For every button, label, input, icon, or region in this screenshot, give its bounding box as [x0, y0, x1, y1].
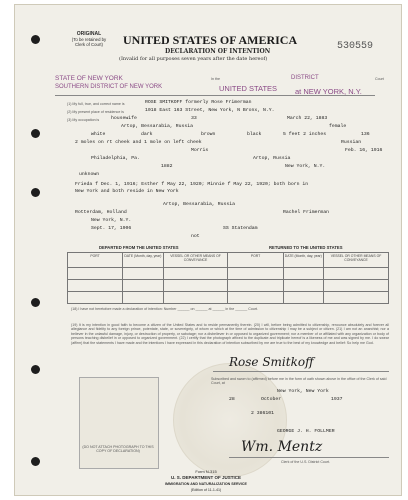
spouse-birth-value: 1882 [161, 164, 173, 169]
marks-value: 2 moles on rt cheek and 1 mole on left cheek [75, 140, 202, 145]
eyes-value: brown [201, 132, 216, 137]
service-name: IMMIGRATION AND NATURALIZATION SERVICE [165, 482, 247, 486]
arrival-date-value: Sept. 17, 1906 [91, 226, 132, 231]
arrival-port-value: New York, N.Y. [91, 218, 132, 223]
col-date: DATE (Month, day, year) [123, 253, 163, 268]
children-line-2: New York and both reside in New York [75, 189, 179, 194]
vessel-value: SS Statendam [223, 226, 258, 231]
occupation-value: housewife [111, 116, 137, 121]
returned-title: RETURNED TO THE UNITED STATES [269, 245, 343, 250]
married-place-value: Philadelphia, Pa. [91, 156, 140, 161]
invalid-note: (Invalid for all purposes seven years after the date hereof) [119, 56, 268, 62]
original-label: ORIGINAL [76, 31, 102, 37]
edition-note: (Edition of 11-1-41) [190, 488, 222, 492]
age-value: 33 [191, 116, 197, 121]
paragraph-18: (18) I have not heretofore made a declaration of intention: Number ______ on ______ at ______ in the ______ Court. [71, 307, 259, 311]
retained-by-label: (To be retained by [71, 37, 107, 42]
court-stamp: UNITED STATES [219, 84, 278, 93]
departed-title: DEPARTED FROM THE UNITED STATES [99, 245, 179, 250]
emigrated-name-value: Rachel Frimerman [283, 210, 330, 215]
clerk-signature-line [229, 457, 389, 458]
subscribed-day: 28 [229, 397, 235, 402]
complexion-value: dark [141, 132, 153, 137]
hair-value: black [247, 132, 262, 137]
subscribed-text: Subscribed and sworn to (affirmed) before me in the form of oath shown above in the office of the Clerk of said Court, at [211, 377, 387, 385]
travel-table [67, 252, 389, 304]
birth-date-value: March 22, 1883 [287, 116, 328, 121]
clerk-signature: Wm. Mentz [241, 439, 323, 455]
col-date: DATE (Month, day, year) [283, 253, 323, 268]
col-vessel: VESSEL OR OTHER MEANS OF CONVEYANCE [163, 253, 228, 268]
declaration-document [14, 4, 402, 496]
declarant-signature: Rose Smitkoff [229, 355, 314, 369]
residence-value: 1018 East 163 Street, New York, N Bronx, N.Y. [145, 108, 275, 113]
col-vessel: VESSEL OR OTHER MEANS OF CONVEYANCE [324, 253, 389, 268]
district-stamp: SOUTHERN DISTRICT OF NEW YORK [55, 84, 163, 90]
binder-hole [31, 298, 40, 307]
photo-caption: (DO NOT ATTACH PHOTOGRAPH TO THIS COPY OF DECLARATION) [82, 445, 154, 453]
height-value: 5 feet 2 inches [283, 132, 327, 137]
children-line-1: Frieda f Dec. 1, 1916; Esther f May 22, 1920; Minnie f May 22, 1920; both born in [75, 182, 309, 187]
location-stamp: at NEW YORK, N.Y. [295, 87, 362, 96]
last-residence-value: Artop, Bessarabia, Russia [163, 202, 235, 207]
married-date-value: Feb. 16, 1916 [345, 148, 383, 153]
sex-value: female [329, 124, 347, 129]
subscribed-month: October [261, 397, 282, 402]
color-value: white [91, 132, 106, 137]
spouse-name-value: Morris [191, 148, 209, 153]
entry-place-value: unknown [79, 172, 100, 177]
name-label: (1) My full, true, and correct name is [67, 102, 125, 106]
paragraph-19: (19) It is my intention in good faith to become a citizen of the United States and to reside permanently therein. (20) I will, before being admitted to citizenship, renounce absolutely and forever all allegiance and fidelity to any foreign prince, potentate, state, or sovereignty, of whom or which at the time of admission to citizenship I may be a subject or citizen. (21) I am not an anarchist; nor a believer in the unlawful damage, injury, or destruction of property, or sabotage; nor a disbeliever in or opposed to organized government; nor a member of or affiliated with any organization or body of persons teaching disbelief in or opposed to organized government. (22) I certify that the photograph affixed to the duplicate and triplicate hereof is a likeness of me and was signed by me. I do swear (affirm) that the statements I have made and the intentions I have expressed in this declaration of intention subscribed by me are true to the best of my knowledge and belief: So help me God. [71, 323, 389, 345]
emigrated-from-value: Rotterdam, Holland [75, 210, 127, 215]
binder-hole [31, 457, 40, 466]
binder-hole [31, 188, 40, 197]
col-port: PORT [68, 253, 123, 268]
binder-hole [31, 35, 40, 44]
birthplace-value: Artop, Bessarabia, Russia [121, 124, 193, 129]
absence-value: not [191, 234, 200, 239]
clerk-title: Clerk of the U.S. District Court. [281, 460, 331, 464]
original-label-block [67, 31, 111, 47]
nationality-value: Russian [341, 140, 362, 145]
subscribed-place: New York, New York [277, 389, 329, 394]
document-number: 530559 [337, 41, 374, 52]
binder-hole [31, 129, 40, 138]
clerk-of-court-label: Clerk of Court) [75, 42, 103, 47]
subscribed-year: 1937 [331, 397, 343, 402]
document-subtitle: DECLARATION OF INTENTION [165, 48, 271, 55]
form-number: Form N-315 [195, 469, 217, 474]
signature-line [213, 371, 389, 372]
photo-box [79, 377, 159, 469]
divider [55, 95, 375, 96]
occupation-label: (3) My occupation is [67, 118, 100, 122]
department-name: U. S. DEPARTMENT OF JUSTICE [171, 475, 241, 480]
certification-number: 2 386101 [251, 411, 275, 416]
state-stamp: STATE OF NEW YORK [55, 75, 123, 82]
col-port: PORT [228, 253, 283, 268]
document-title: UNITED STATES OF AMERICA [123, 33, 298, 47]
binder-hole [31, 365, 40, 374]
clerk-name: GEORGE J. H. FOLLMER [277, 429, 335, 434]
court-label: Court [375, 77, 384, 81]
spouse-birthplace-value: Artop, Russia [253, 156, 291, 161]
residence-label: (2) My present place of residence is [67, 110, 124, 114]
name-value: ROSE SMITKOFF formerly Rose Frimerman [145, 100, 252, 105]
spouse-residence-value: New York, N.Y. [285, 164, 326, 169]
weight-value: 136 [361, 132, 370, 137]
district-word-stamp: DISTRICT [291, 75, 319, 81]
in-the-label: In the [211, 77, 220, 81]
